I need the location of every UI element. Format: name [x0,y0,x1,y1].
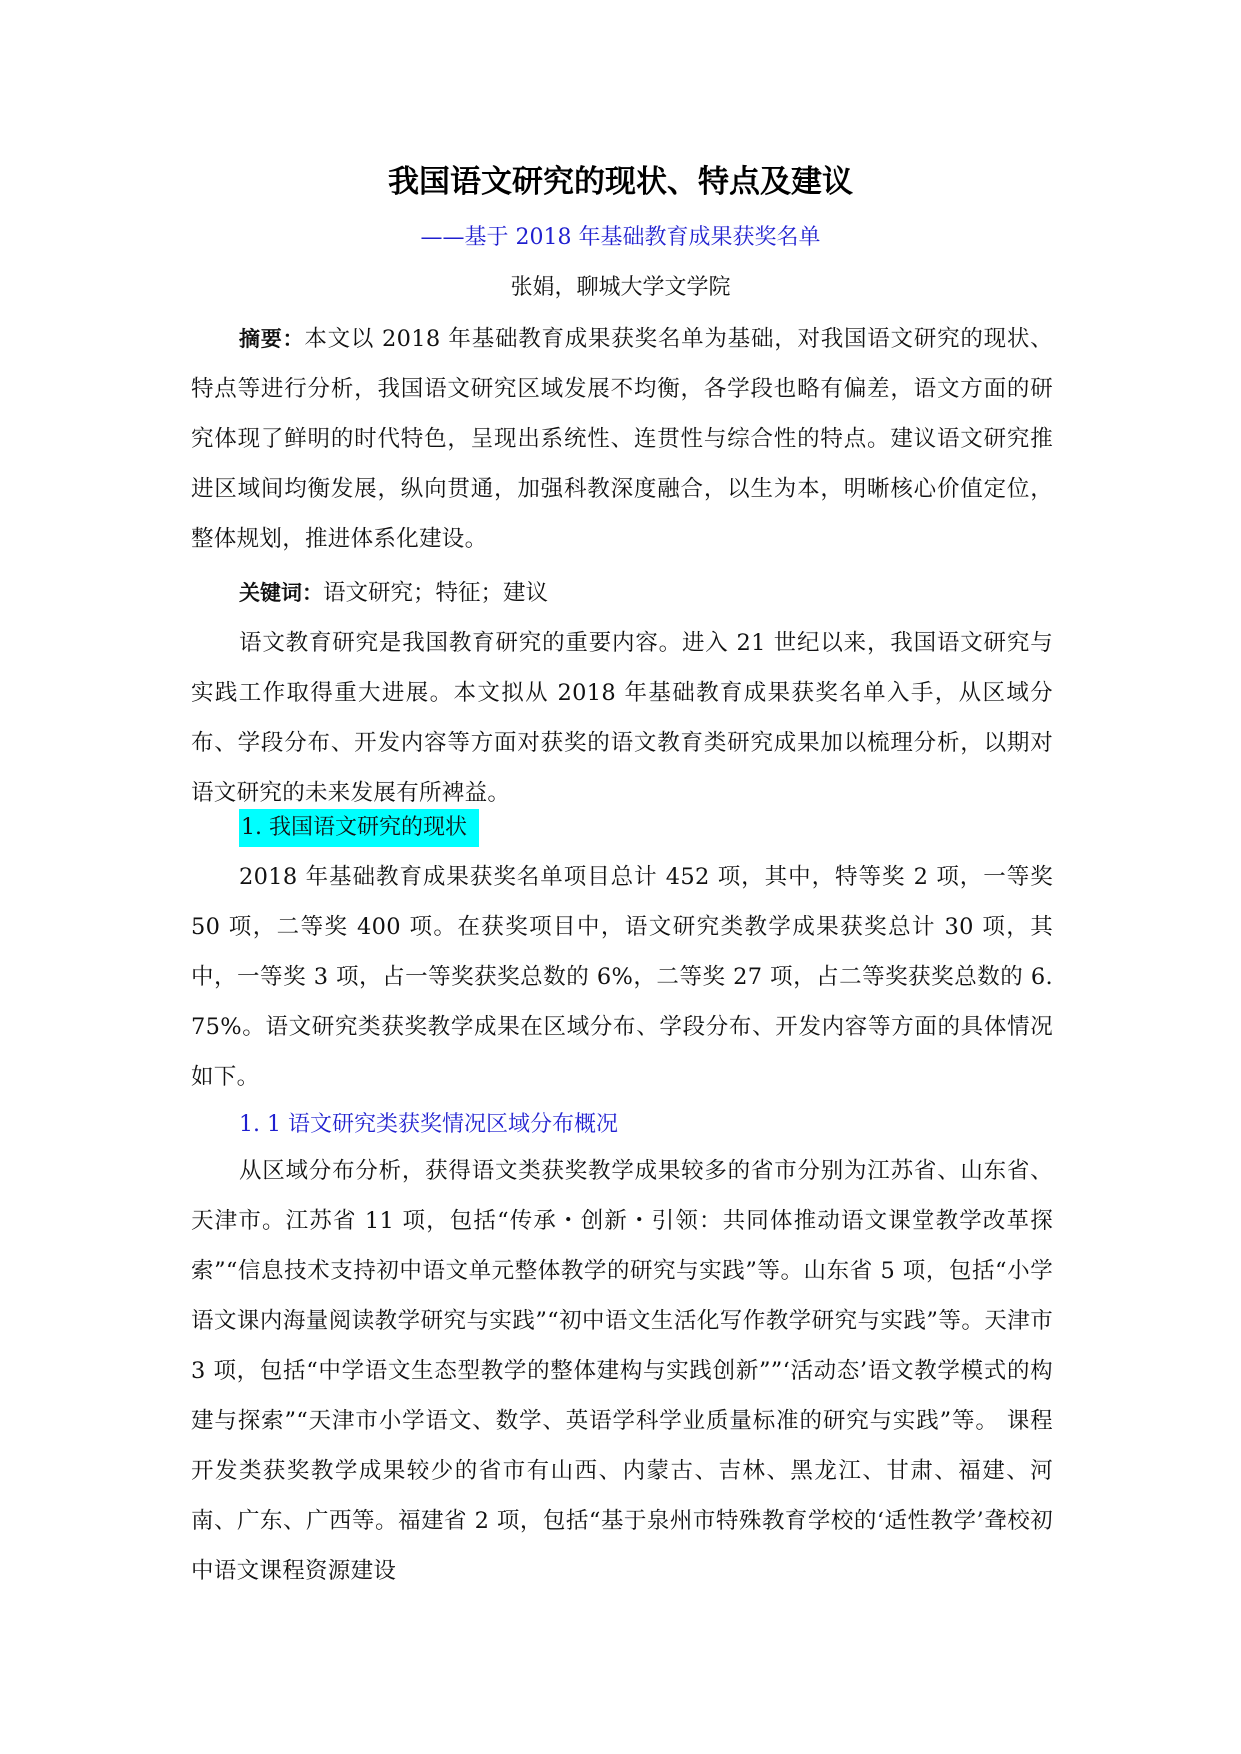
abstract-label: 摘要： [239,327,305,351]
keywords-label: 关键词： [239,581,323,605]
section-heading-1: 1. 我国语文研究的现状 [239,809,479,847]
paper-title: 我国语文研究的现状、特点及建议 [388,164,853,200]
keywords-text: 语文研究；特征；建议 [323,580,549,606]
author-affiliation: 张娟，聊城大学文学院 [510,275,731,300]
keywords-line [239,568,548,618]
abstract-paragraph [191,314,1053,564]
section-1-1-paragraph: 从区域分布分析，获得语文类获奖教学成果较多的省市分别为江苏省、山东省、天津市。江苏省 11 项，包括“传承・创新・引领：共同体推动语文课堂教学改革探索”“信息技术支持初中语文单元整体教学的研究与实践”等。山东省 5 项，包括“小学语文课内海量阅读教学研究与实践”“初中语文生活化写作教学研究与实践”等。天津市 3 项，包括“中学语文生态型教学的整体建构与实践创新””‘活动态’语文教学模式的构建与探索”“天津市小学语文、数学、英语学科学业质量标准的研究与实践”等。 课程开发类获奖教学成果较少的省市有山西、内蒙古、吉林、黑龙江、甘肃、福建、河南、广东、广西等。福建省 2 项，包括“基于泉州市特殊教育学校的‘适性教学’聋校初中语文课程资源建设 [191,1158,1053,1584]
intro-paragraph: 语文教育研究是我国教育研究的重要内容。进入 21 世纪以来，我国语文研究与实践工作取得重大进展。本文拟从 2018 年基础教育成果获奖名单入手，从区域分布、学段分布、开发内容等方面对获奖的语文教育类研究成果加以梳理分析，以期对语文研究的未来发展有所裨益。 [191,630,1053,806]
abstract-text: 本文以 2018 年基础教育成果获奖名单为基础，对我国语文研究的现状、特点等进行分析，我国语文研究区域发展不均衡，各学段也略有偏差，语文方面的研究体现了鲜明的时代特色，呈现出系统性、连贯性与综合性的特点。建议语文研究推进区域间均衡发展，纵向贯通，加强科教深度融合，以生为本，明晰核心价值定位，整体规划，推进体系化建设。 [191,326,1053,552]
paper-subtitle: ——基于 2018 年基础教育成果获奖名单 [420,225,821,250]
section-heading-1-1: 1. 1 语文研究类获奖情况区域分布概况 [239,1112,618,1137]
section-1-paragraph: 2018 年基础教育成果获奖名单项目总计 452 项，其中，特等奖 2 项，一等奖 50 项，二等奖 400 项。在获奖项目中，语文研究类教学成果获奖总计 30 项，其中，一等奖 3 项，占一等奖获奖总数的 6%，二等奖 27 项，占二等奖获奖总数的 6. 75%。语文研究类获奖教学成果在区域分布、学段分布、开发内容等方面的具体情况如下。 [191,864,1053,1090]
